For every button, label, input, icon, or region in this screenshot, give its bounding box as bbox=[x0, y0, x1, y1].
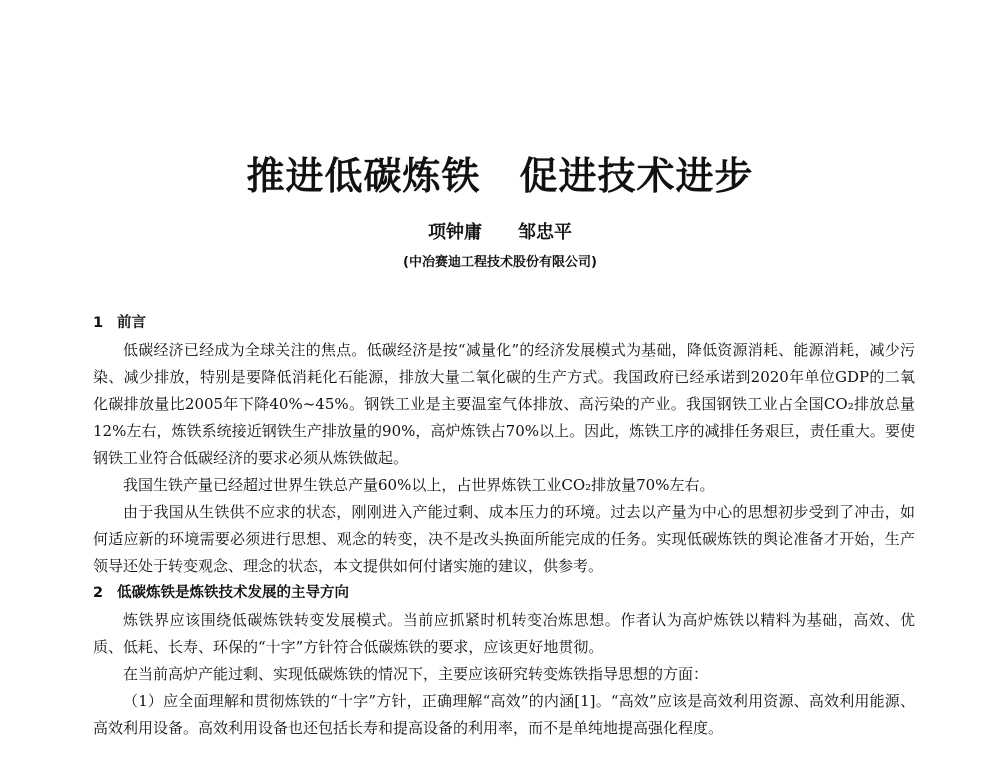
section-title: 前言 bbox=[117, 315, 146, 331]
paragraph: 我国生铁产量已经超过世界生铁总产量60%以上，占世界炼铁工业CO₂排放量70%左右。 bbox=[123, 476, 715, 494]
article-title: 推进低碳炼铁 促进技术进步 bbox=[246, 154, 754, 198]
article-affiliation: (中冶赛迪工程技术股份有限公司) bbox=[403, 255, 597, 270]
section-heading-introduction bbox=[93, 310, 915, 337]
paragraph: 在当前高炉产能过剩、实现低碳炼铁的情况下，主要应该研究转变炼铁指导思想的方面： bbox=[123, 665, 709, 683]
section-number: 2 bbox=[93, 585, 104, 601]
paragraph: 炼铁界应该围绕低碳炼铁转变发展模式。当前应抓紧时机转变冶炼思想。作者认为高炉炼铁以精料为基础，高效、优质、低耗、长寿、环保的“十字”方针符合低碳炼铁的要求，应该更好地贯彻。 bbox=[93, 611, 915, 656]
section-title: 低碳炼铁是炼铁技术发展的主导方向 bbox=[117, 585, 349, 601]
article-authors: 项钟庸 邹忠平 bbox=[428, 222, 572, 243]
paragraph: 低碳经济已经成为全球关注的焦点。低碳经济是按“减量化”的经济发展模式为基础，降低资源消耗、能源消耗，减少污染、减少排放，特别是要降低消耗化石能源，排放大量二氧化碳的生产方式。我国政府已经承诺到2020年单位GDP的二氧化碳排放量比2005年下降40%~45%。钢铁工业是主要温室气体排放、高污染的产业。我国钢铁工业占全国CO₂排放总量12%左右，炼铁系统接近钢铁生产排放量的90%，高炉炼铁占70%以上。因此，炼铁工序的减排任务艰巨，责任重大。要使钢铁工业符合低碳经济的要求必须从炼铁做起。 bbox=[93, 341, 915, 467]
section-number: 1 bbox=[93, 315, 104, 331]
paragraph: （1）应全面理解和贯彻炼铁的“十字”方针，正确理解“高效”的内涵[1]。“高效”应该是高效利用资源、高效利用能源、高效利用设备。高效利用设备也还包括长寿和提高设备的利用率，而不是单纯地提高强化程度。 bbox=[93, 692, 915, 737]
section-heading-low-carbon-direction bbox=[93, 580, 915, 607]
paragraph: 由于我国从生铁供不应求的状态，刚刚进入产能过剩、成本压力的环境。过去以产量为中心的思想初步受到了冲击，如何适应新的环境需要必须进行思想、观念的转变，决不是改头换面所能完成的任务。实现低碳炼铁的舆论准备才开始，生产领导还处于转变观念、理念的状态，本文提供如何付诸实施的建议，供参考。 bbox=[93, 503, 915, 575]
article-body bbox=[93, 310, 915, 742]
